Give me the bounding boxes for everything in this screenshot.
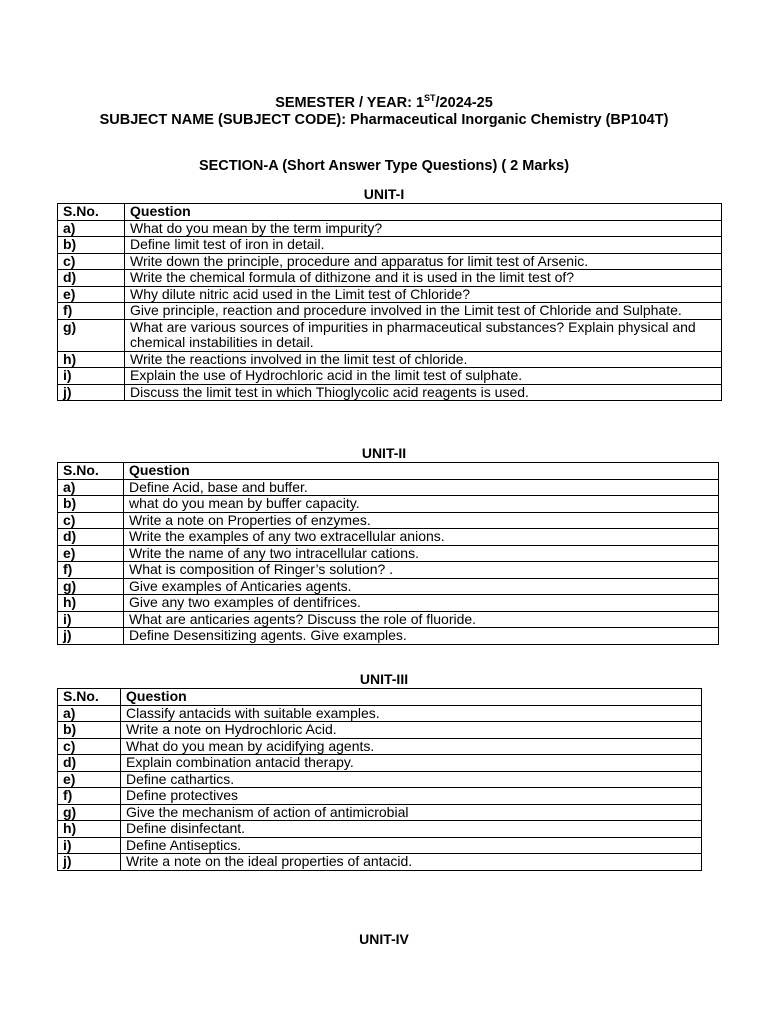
table-row bbox=[58, 529, 719, 546]
sno-header: S.No. bbox=[58, 689, 121, 706]
table-row bbox=[58, 595, 719, 612]
question-number: f) bbox=[58, 562, 124, 579]
question-text: Write the name of any two intracellular cations. bbox=[124, 545, 719, 562]
table-row bbox=[58, 628, 719, 645]
question-text: Write down the principle, procedure and apparatus for limit test of Arsenic. bbox=[125, 253, 722, 270]
question-number: f) bbox=[58, 303, 125, 320]
sno-header: S.No. bbox=[58, 463, 124, 480]
table-row bbox=[58, 821, 702, 838]
table-row bbox=[58, 854, 702, 871]
question-number: h) bbox=[58, 595, 124, 612]
subject-heading: SUBJECT NAME (SUBJECT CODE): Pharmaceutical Inorganic Chemistry (BP104T) bbox=[99, 112, 669, 128]
question-text: Define limit test of iron in detail. bbox=[125, 237, 722, 254]
table-row bbox=[58, 512, 719, 529]
question-text: Write a note on Properties of enzymes. bbox=[124, 512, 719, 529]
question-number: g) bbox=[58, 578, 124, 595]
table-row bbox=[58, 286, 722, 303]
table-row bbox=[58, 705, 702, 722]
table-row bbox=[58, 220, 722, 237]
question-number: j) bbox=[58, 854, 121, 871]
question-number: b) bbox=[58, 722, 121, 739]
table-header-row bbox=[58, 463, 719, 480]
table-row bbox=[58, 479, 719, 496]
question-text: What is composition of Ringer’s solution? . bbox=[124, 562, 719, 579]
table-row bbox=[58, 253, 722, 270]
question-text: Classify antacids with suitable examples. bbox=[121, 705, 702, 722]
question-text: What do you mean by acidifying agents. bbox=[121, 738, 702, 755]
question-number: h) bbox=[58, 351, 125, 368]
table-row bbox=[58, 368, 722, 385]
question-number: h) bbox=[58, 821, 121, 838]
semester-suffix: /2024-25 bbox=[435, 95, 493, 111]
table-row bbox=[58, 319, 722, 351]
table-row bbox=[58, 237, 722, 254]
question-text: Why dilute nitric acid used in the Limit test of Chloride? bbox=[125, 286, 722, 303]
question-number: d) bbox=[58, 755, 121, 772]
question-number: a) bbox=[58, 705, 121, 722]
question-text: Write the reactions involved in the limit test of chloride. bbox=[125, 351, 722, 368]
question-text: Give examples of Anticaries agents. bbox=[124, 578, 719, 595]
question-text: Define cathartics. bbox=[121, 771, 702, 788]
table-header-row bbox=[58, 204, 722, 221]
question-number: a) bbox=[58, 220, 125, 237]
question-number: i) bbox=[58, 368, 125, 385]
question-number: g) bbox=[58, 319, 125, 351]
question-text: Explain combination antacid therapy. bbox=[121, 755, 702, 772]
questions-table bbox=[57, 203, 722, 401]
question-number: i) bbox=[58, 837, 121, 854]
table-row bbox=[58, 351, 722, 368]
question-header: Question bbox=[125, 204, 722, 221]
sno-header: S.No. bbox=[58, 204, 125, 221]
question-number: d) bbox=[58, 270, 125, 287]
table-header-row bbox=[58, 689, 702, 706]
table-row bbox=[58, 788, 702, 805]
question-text: Give any two examples of dentifrices. bbox=[124, 595, 719, 612]
question-text: Discuss the limit test in which Thioglycolic acid reagents is used. bbox=[125, 384, 722, 401]
section-heading: SECTION-A (Short Answer Type Questions) ( 2 Marks) bbox=[198, 158, 570, 174]
question-number: c) bbox=[58, 253, 125, 270]
table-row bbox=[58, 804, 702, 821]
question-text: What are anticaries agents? Discuss the role of fluoride. bbox=[124, 611, 719, 628]
question-header: Question bbox=[124, 463, 719, 480]
question-number: a) bbox=[58, 479, 124, 496]
table-row bbox=[58, 562, 719, 579]
table-row bbox=[58, 837, 702, 854]
question-text: Define Desensitizing agents. Give examples. bbox=[124, 628, 719, 645]
table-row bbox=[58, 722, 702, 739]
question-text: Define protectives bbox=[121, 788, 702, 805]
semester-prefix: SEMESTER / YEAR: 1 bbox=[275, 95, 425, 111]
question-number: j) bbox=[58, 384, 125, 401]
question-number: g) bbox=[58, 804, 121, 821]
question-number: c) bbox=[58, 512, 124, 529]
question-text: Define Antiseptics. bbox=[121, 837, 702, 854]
question-number: b) bbox=[58, 237, 125, 254]
question-number: i) bbox=[58, 611, 124, 628]
question-text: Write the examples of any two extracellular anions. bbox=[124, 529, 719, 546]
question-text: Write a note on Hydrochloric Acid. bbox=[121, 722, 702, 739]
question-text: what do you mean by buffer capacity. bbox=[124, 496, 719, 513]
unit-title: UNIT-IV bbox=[359, 931, 409, 947]
question-text: Give principle, reaction and procedure involved in the Limit test of Chloride and Sulphate. bbox=[125, 303, 722, 320]
question-number: e) bbox=[58, 286, 125, 303]
table-row bbox=[58, 755, 702, 772]
table-row bbox=[58, 771, 702, 788]
question-text: Define Acid, base and buffer. bbox=[124, 479, 719, 496]
table-row bbox=[58, 545, 719, 562]
question-text: Explain the use of Hydrochloric acid in the limit test of sulphate. bbox=[125, 368, 722, 385]
question-text: What are various sources of impurities in pharmaceutical substances? Explain physical and chemical instabilities in detail. bbox=[125, 319, 722, 351]
unit-title: UNIT-II bbox=[361, 445, 407, 461]
question-text: Write a note on the ideal properties of antacid. bbox=[121, 854, 702, 871]
unit-title: UNIT-III bbox=[359, 671, 409, 687]
table-row bbox=[58, 738, 702, 755]
question-header: Question bbox=[121, 689, 702, 706]
question-number: e) bbox=[58, 545, 124, 562]
question-number: b) bbox=[58, 496, 124, 513]
table-row bbox=[58, 496, 719, 513]
table-row bbox=[58, 578, 719, 595]
question-number: j) bbox=[58, 628, 124, 645]
question-text: Define disinfectant. bbox=[121, 821, 702, 838]
table-row bbox=[58, 270, 722, 287]
questions-table bbox=[57, 462, 719, 645]
table-row bbox=[58, 611, 719, 628]
question-number: d) bbox=[58, 529, 124, 546]
question-text: Write the chemical formula of dithizone and it is used in the limit test of? bbox=[125, 270, 722, 287]
unit-title: UNIT-I bbox=[363, 186, 405, 202]
question-number: c) bbox=[58, 738, 121, 755]
question-text: What do you mean by the term impurity? bbox=[125, 220, 722, 237]
question-text: Give the mechanism of action of antimicrobial bbox=[121, 804, 702, 821]
questions-table bbox=[57, 688, 702, 871]
table-row bbox=[58, 384, 722, 401]
question-number: f) bbox=[58, 788, 121, 805]
semester-year-heading bbox=[0, 94, 768, 112]
semester-superscript: ST bbox=[424, 93, 436, 103]
table-row bbox=[58, 303, 722, 320]
question-number: e) bbox=[58, 771, 121, 788]
